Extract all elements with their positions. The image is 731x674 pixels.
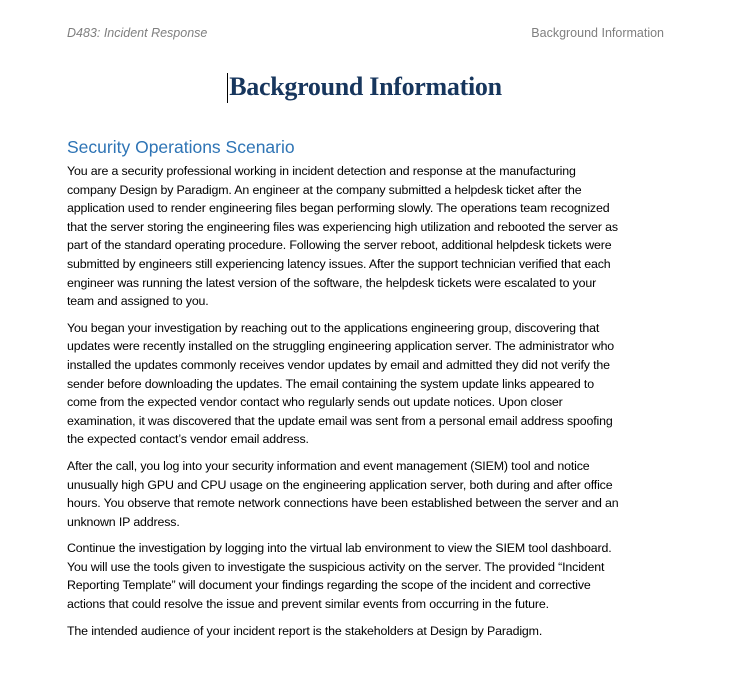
paragraph-line: the expected contact’s vendor email address. [67, 432, 309, 447]
paragraph [67, 622, 667, 641]
paragraph-line: updates were recently installed on the struggling engineering application server. The administrator who [67, 339, 615, 354]
header-course-title: D483: Incident Response [67, 26, 208, 40]
paragraph-line: come from the expected vendor contact who regularly sends out update notices. Upon closer [67, 395, 563, 410]
paragraph-line: actions that could resolve the issue and prevent similar events from occurring in the future. [67, 597, 549, 612]
paragraph-line: part of the standard operating procedure. Following the server reboot, additional helpdesk tickets were [67, 238, 612, 253]
header-section-title: Background Information [531, 26, 664, 40]
paragraph [67, 162, 667, 311]
paragraph-line: sender before downloading the updates. The email containing the system update links appeared to [67, 376, 594, 391]
paragraph-line: After the call, you log into your security information and event management (SIEM) tool and notice [67, 458, 590, 473]
paragraph-line: installed the updates commonly receives vendor updates by email and admitted they did not verify the [67, 357, 610, 372]
paragraph-line: examination, it was discovered that the update email was sent from a personal email address spoofing [67, 413, 613, 428]
paragraph-line: unusually high GPU and CPU usage on the engineering application server, both during and after office [67, 477, 613, 492]
paragraph-line: You will use the tools given to investigate the suspicious activity on the server. The provided “Incident [67, 559, 605, 574]
paragraph [67, 319, 667, 449]
paragraph [67, 539, 667, 613]
paragraph-line: hours. You observe that remote network connections have been established between the server and an [67, 496, 619, 511]
paragraph-line: unknown IP address. [67, 514, 180, 529]
paragraph [67, 457, 667, 531]
section-heading: Security Operations Scenario [67, 137, 295, 157]
paragraph-line: application used to render engineering files began performing slowly. The operations team recognized [67, 201, 610, 216]
paragraph-line: company Design by Paradigm. An engineer at the company submitted a helpdesk ticket after the [67, 182, 582, 197]
page-title: Background Information [229, 72, 502, 101]
paragraph-line: You began your investigation by reaching out to the applications engineering group, discovering that [67, 320, 600, 335]
paragraph-line: The intended audience of your incident report is the stakeholders at Design by Paradigm. [67, 623, 543, 638]
paragraph-line: team and assigned to you. [67, 294, 209, 309]
paragraph-line: Continue the investigation by logging into the virtual lab environment to view the SIEM tool dashboard. [67, 541, 612, 556]
document-body [67, 162, 667, 648]
paragraph-line: Reporting Template” will document your findings regarding the scope of the incident and corrective [67, 578, 591, 593]
paragraph-line: engineer was running the latest version of the software, the helpdesk tickets were escalated to your [67, 275, 597, 290]
paragraph-line: submitted by engineers still experiencing latency issues. After the support technician verified that each [67, 256, 611, 271]
paragraph-line: You are a security professional working in incident detection and response at the manufacturing [67, 164, 576, 178]
paragraph-line: that the server storing the engineering files was experiencing high utilization and rebooted the server as [67, 219, 618, 234]
